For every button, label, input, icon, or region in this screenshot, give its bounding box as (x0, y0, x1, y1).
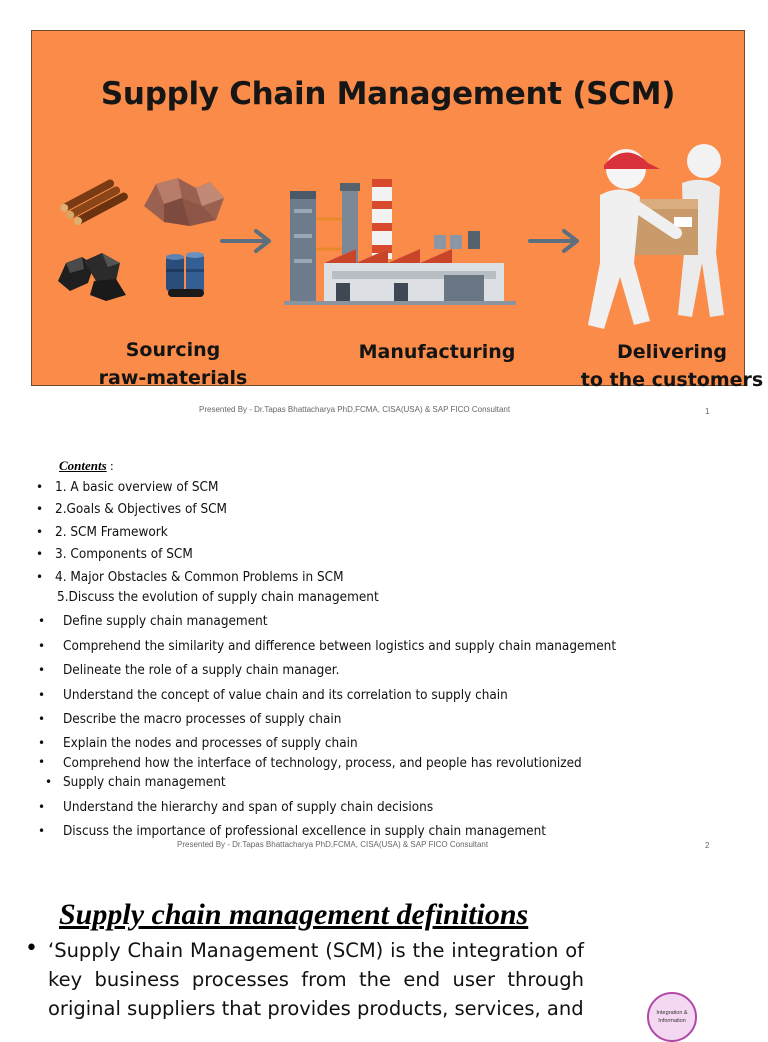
bullet: • (36, 525, 44, 539)
definitions-title: Supply chain management definitions (59, 898, 529, 931)
contents-item: 5.Discuss the evolution of supply chain management (57, 590, 379, 605)
objective-item: Comprehend the similarity and difference between logistics and supply chain management (63, 639, 617, 654)
arrow-right-icon (222, 231, 577, 251)
page-number: 2 (705, 841, 710, 850)
badge-line1: Integration & (656, 1010, 688, 1016)
contents-heading-colon: : (106, 458, 114, 473)
contents-item: 3. Components of SCM (55, 547, 193, 562)
slide-footer: Presented By - Dr.Tapas Bhattacharya PhD,FCMA, CISA(USA) & SAP FICO Consultant (177, 840, 489, 849)
contents-item: 4. Major Obstacles & Common Problems in SCM (55, 570, 344, 585)
objective-item: Understand the hierarchy and span of supply chain decisions (63, 800, 434, 815)
bullet: • (38, 824, 46, 838)
delivery-people-icon (588, 144, 724, 329)
bullet: • (38, 755, 46, 769)
slide-footer: Presented By - Dr.Tapas Bhattacharya PhD,FCMA, CISA(USA) & SAP FICO Consultant (199, 405, 511, 414)
bullet: • (38, 712, 46, 726)
stage-manufacturing-label (342, 338, 532, 366)
objective-item: Supply chain management (63, 775, 226, 790)
bullet: • (36, 547, 44, 561)
slide-2 (0, 428, 768, 868)
bullet: • (25, 936, 38, 961)
bullet: • (36, 570, 44, 584)
banner-title: Supply Chain Management (SCM) (100, 76, 676, 112)
stage-delivering-line2: to the customers (580, 369, 764, 391)
stage-delivering-line1: Delivering (617, 341, 727, 363)
definition-text: ‘Supply Chain Management (SCM) is the integration of key business processes from the end user through original suppliers that provides products, services, and (48, 939, 584, 1020)
integration-badge-icon (647, 992, 697, 1042)
coal-icon (58, 253, 126, 301)
objective-item: Describe the macro processes of supply chain (63, 712, 342, 727)
stage-delivering-label (572, 338, 768, 394)
rocks-icon (144, 178, 224, 226)
logs-icon (59, 175, 129, 229)
contents-item: 2. SCM Framework (55, 525, 168, 540)
bullet: • (45, 775, 53, 789)
bullet: • (38, 663, 46, 677)
objective-item: Explain the nodes and processes of supply chain (63, 736, 358, 751)
bullet: • (38, 688, 46, 702)
stage-manufacturing-line1: Manufacturing (358, 341, 516, 363)
bullet: • (38, 639, 46, 653)
objective-item: Comprehend how the interface of technology, process, and people has revolutionized (63, 756, 582, 771)
contents-heading (59, 458, 114, 474)
bullet: • (38, 800, 46, 814)
page-number: 1 (705, 407, 710, 416)
bullet: • (36, 480, 44, 494)
banner-illustration (32, 31, 746, 387)
barrels-icon (166, 252, 204, 297)
stage-sourcing-label (90, 336, 256, 392)
bullet: • (38, 736, 46, 750)
objective-item: Discuss the importance of professional excellence in supply chain management (63, 824, 547, 839)
stage-sourcing-line2: raw-materials (98, 367, 248, 389)
objective-item: Understand the concept of value chain and its correlation to supply chain (63, 688, 508, 703)
objective-item: Define supply chain management (63, 614, 268, 629)
slide-1 (0, 0, 768, 428)
badge-line2: Information (658, 1018, 686, 1024)
bullet: • (38, 614, 46, 628)
stage-sourcing-line1: Sourcing (125, 339, 221, 361)
objective-item: Delineate the role of a supply chain manager. (63, 663, 340, 678)
factory-icon (284, 179, 516, 305)
bullet: • (36, 502, 44, 516)
scm-banner (31, 30, 764, 391)
slide-3 (0, 868, 768, 1024)
contents-item: 2.Goals & Objectives of SCM (55, 502, 228, 517)
contents-heading-text: Contents (59, 458, 107, 473)
contents-item: 1. A basic overview of SCM (55, 480, 219, 495)
